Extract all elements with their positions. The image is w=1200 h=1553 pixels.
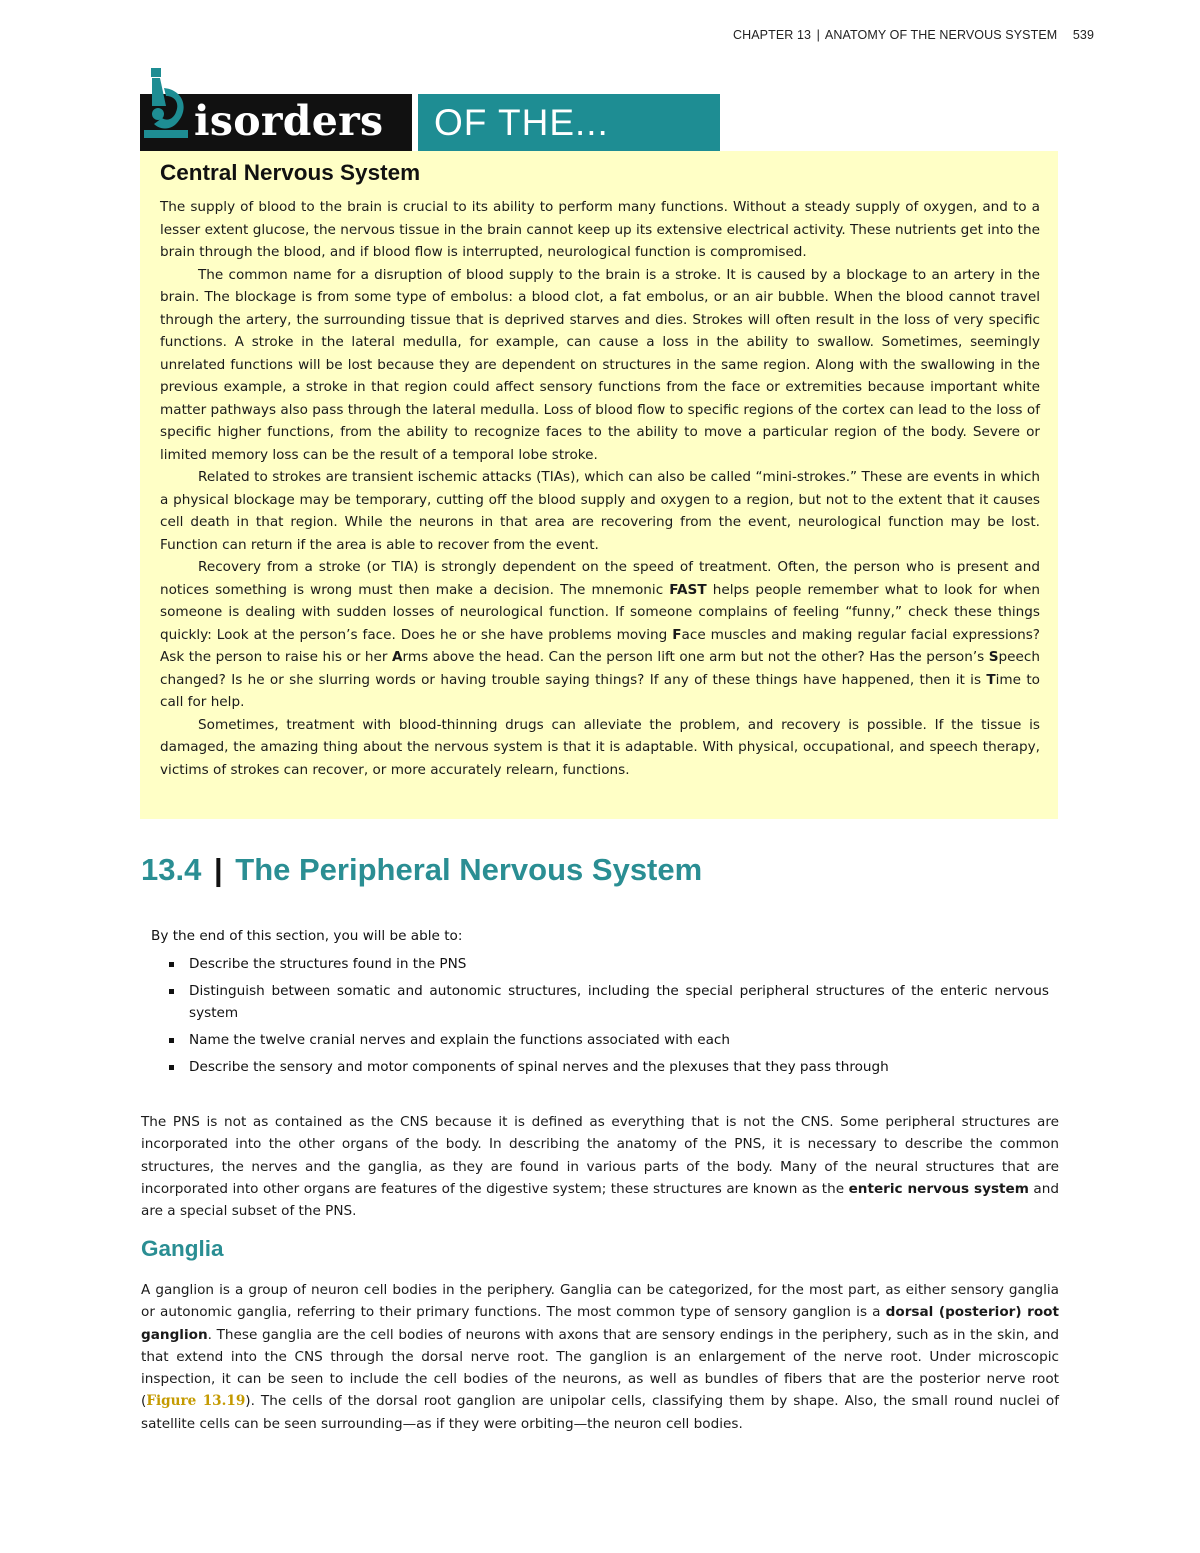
paragraph xyxy=(141,1279,1059,1435)
text-run: The PNS is not as contained as the CNS because it is defined as everything that is not the CNS. Some peripheral structures are incorporated into the other organs of the body. In describing the anatomy of the PNS, it is necessary to describe the common structures, the nerves and the ganglia, as they are found in various parts of the body. Many of the neural structures that are incorporated into other organs are features of the digestive system; these structures are known as the xyxy=(141,1114,1059,1197)
objective-text: Describe the sensory and motor components of spinal nerves and the plexuses that they pass through xyxy=(189,1059,889,1075)
feature-title: Central Nervous System xyxy=(160,160,421,185)
objective-text: Describe the structures found in the PNS xyxy=(189,956,467,972)
fast-letter-t: T xyxy=(986,671,996,688)
text-run: ime to call for help. xyxy=(160,671,1040,710)
section-number: 13.4 xyxy=(141,852,202,887)
running-head-chapter: CHAPTER 13 xyxy=(732,28,812,42)
ganglia-heading: Ganglia xyxy=(141,1236,224,1261)
paragraph xyxy=(141,1111,1059,1222)
objectives-list xyxy=(151,953,1051,1078)
bullet-icon xyxy=(169,989,174,994)
text-run: peech changed? Is he or she slurring words or having trouble saying things? If any of these things have happened, then it is xyxy=(160,649,1040,688)
figure-13-19-link[interactable]: Figure 13.19 xyxy=(146,1393,246,1410)
learning-objectives xyxy=(151,925,1051,1083)
objective-text: Name the twelve cranial nerves and explain the functions associated with each xyxy=(189,1032,731,1048)
feature-paragraph: The supply of blood to the brain is crucial to its ability to perform many functions. Without a steady supply of oxygen, and to a lesser extent glucose, the nervous tissue in the brain cannot keep up its extensive electrical activity. These nutrients get into the brain through the blood, and if blood flow is interrupted, neurological function is compromised. xyxy=(160,199,1040,260)
running-head-separator: | xyxy=(816,28,821,42)
key-term: dorsal (posterior) root ganglion xyxy=(141,1304,1059,1343)
feature-paragraph: The common name for a disruption of blood supply to the brain is a stroke. It is caused by a blockage to an artery in the brain. The blockage is from some type of embolus: a blood clot, a fat embolus, or an air bubble. When the blood cannot travel through the artery, the surrounding tissue that is deprived starves and dies. Strokes will often result in the loss of very specific functions. A stroke in the lateral medulla, for example, can cause a loss in the ability to swallow. Sometimes, seemingly unrelated functions will be lost because they are dependent on structures in the same region. Along with the swallowing in the previous example, a stroke in that region could affect sensory functions from the face or extremities because important white matter pathways also pass through the lateral medulla. Loss of blood flow to specific regions of the cortex can lead to the loss of specific higher functions, from the ability to recognize faces to the ability to move a particular region of the body. Severe or limited memory loss can be the result of a temporal lobe stroke. xyxy=(160,266,1040,463)
banner-disorders-text: isorders xyxy=(194,97,384,145)
bullet-icon xyxy=(169,1065,174,1070)
running-head-title: ANATOMY OF THE NERVOUS SYSTEM xyxy=(824,28,1058,42)
bullet-icon xyxy=(169,1038,174,1043)
list-item xyxy=(151,980,1051,1024)
objective-text: Distinguish between somatic and autonomic structures, including the special peripheral structures of the enteric nervous system xyxy=(189,983,1049,1021)
key-term: enteric nervous system xyxy=(848,1180,1029,1197)
fast-letter-f: F xyxy=(672,626,682,643)
section-title xyxy=(141,852,702,888)
fast-mnemonic: FAST xyxy=(669,581,707,598)
objectives-intro: By the end of this section, you will be able to: xyxy=(151,928,463,944)
banner-teal-bar xyxy=(412,94,720,151)
text-run: Recovery from a stroke (or TIA) is strongly dependent on the speed of treatment. Often, the person who is present and notices something is wrong must then make a decision. The mnemonic xyxy=(160,559,1040,598)
ganglia-paragraph xyxy=(141,1279,1059,1435)
list-item xyxy=(151,1029,1051,1051)
feature-paragraph: Related to strokes are transient ischemic attacks (TIAs), which can also be called “mini-strokes.” These are events in which a physical blockage may be temporary, cutting off the blood supply and oxygen to a region, but not to the extent that it causes cell death in that region. While the neurons in that area are recovering from the event, neurological function may be lost. Function can return if the area is able to recover from the event. xyxy=(160,469,1040,553)
section-bar: | xyxy=(213,852,223,887)
disorders-banner xyxy=(140,66,720,151)
section-title-text: The Peripheral Nervous System xyxy=(235,852,703,887)
text-run: rms above the head. Can the person lift one arm but not the other? Has the person’s xyxy=(402,649,989,665)
running-head xyxy=(733,28,1094,42)
feature-paragraph-fast xyxy=(160,556,1040,714)
disorders-feature-box xyxy=(140,151,1058,819)
fast-letter-s: S xyxy=(988,649,999,665)
text-run: helps people remember what to look for when someone is dealing with sudden losses of neurological function. If someone complains of feeling “funny,” check these things quickly: Look at the person’s face. Does he or she have problems moving xyxy=(160,581,1040,643)
text-run: ). The cells of the dorsal root ganglion are unipolar cells, classifying them by shape. Also, the small round nuclei of satellite cells can be seen surrounding—as if they were orbiting—the neuron cell bodies. xyxy=(141,1393,1059,1432)
text-run: ace muscles and making regular facial expressions? Ask the person to raise his or her xyxy=(160,626,1040,665)
list-item xyxy=(151,953,1051,975)
page-number: 539 xyxy=(1072,28,1094,42)
banner-of-the-text: OF THE... xyxy=(434,102,609,143)
fast-letter-a: A xyxy=(392,649,403,665)
text-run: . These ganglia are the cell bodies of neurons with axons that are sensory endings in the periphery, such as in the skin, and that extend into the CNS through the dorsal nerve root. The ganglion is an enlargement of the nerve root. Under microscopic inspection, it can be seen to include the cell bodies of the neurons, as well as bundles of fibers that are the posterior nerve root ( xyxy=(141,1326,1059,1410)
list-item xyxy=(151,1056,1051,1078)
bullet-icon xyxy=(169,962,174,967)
pns-intro-paragraph xyxy=(141,1111,1059,1222)
text-run: A ganglion is a group of neuron cell bodies in the periphery. Ganglia can be categorized, for the most part, as either sensory ganglia or autonomic ganglia, referring to their primary functions. The most common type of sensory ganglion is a xyxy=(141,1282,1059,1321)
feature-paragraph: Sometimes, treatment with blood-thinning drugs can alleviate the problem, and recovery is possible. If the tissue is damaged, the amazing thing about the nervous system is that it is adaptable. With physical, occupational, and speech therapy, victims of strokes can recover, or more accurately relearn, functions. xyxy=(160,716,1040,778)
text-run: and are a special subset of the PNS. xyxy=(141,1180,1059,1220)
